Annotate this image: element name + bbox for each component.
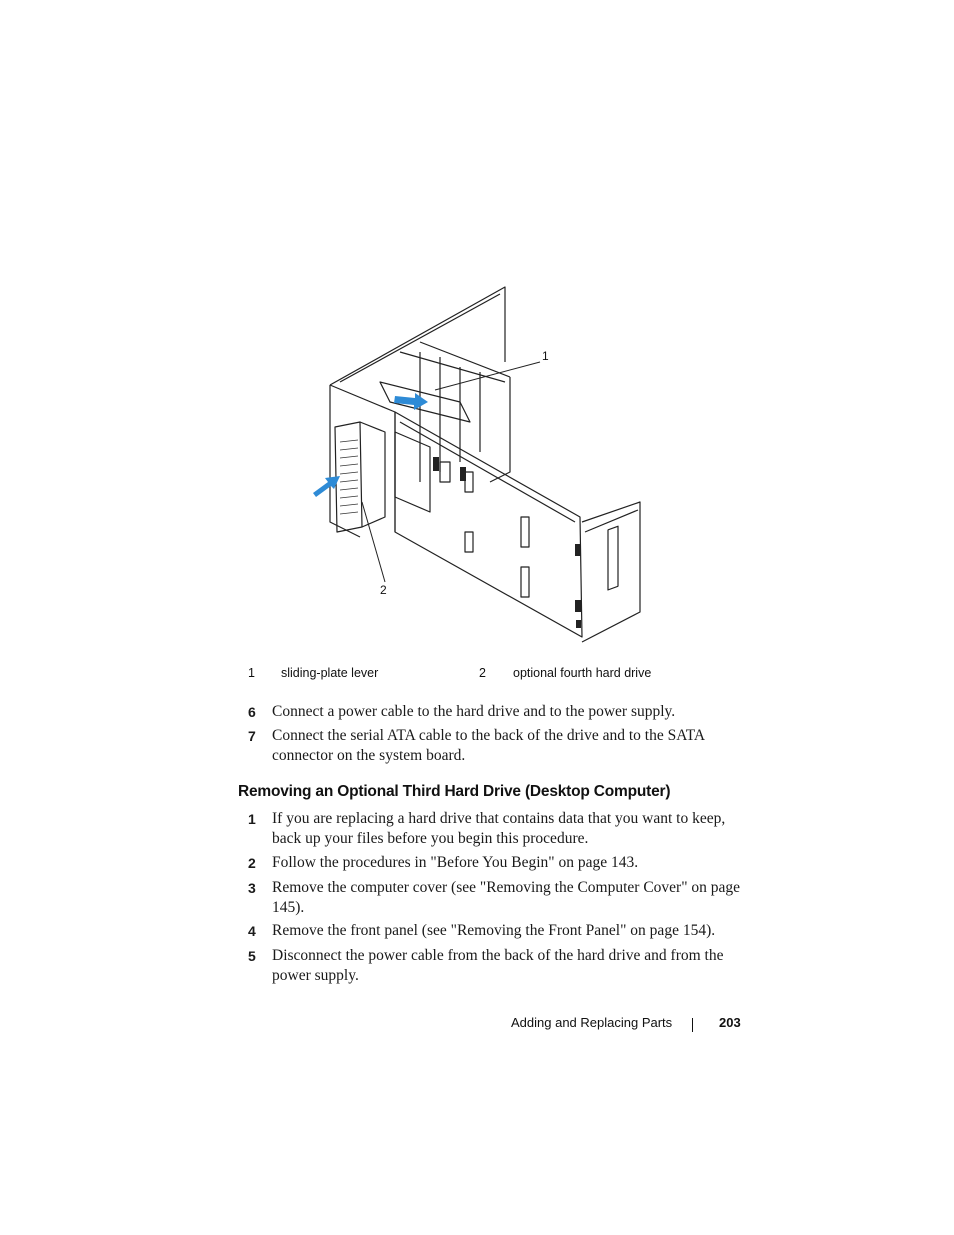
step-number: 1 <box>248 811 256 827</box>
section-heading: Removing an Optional Third Hard Drive (Desktop Computer) <box>238 783 671 800</box>
computer-chassis-drawing <box>300 282 645 647</box>
footer-section-title: Adding and Replacing Parts <box>511 1015 673 1030</box>
caption-text: optional fourth hard drive <box>513 666 652 680</box>
step-text: Connect the serial ATA cable to the back of the drive and to the SATA connector on the system board. <box>272 727 705 764</box>
caption-number: 1 <box>248 666 255 680</box>
callout-2-label: 2 <box>380 583 387 597</box>
step-number: 6 <box>248 704 256 720</box>
step-text: Disconnect the power cable from the back of the hard drive and from the power supply. <box>272 947 724 984</box>
caption-text: sliding-plate lever <box>281 666 379 680</box>
page-number: 203 <box>719 1015 741 1030</box>
caption-number: 2 <box>479 666 486 680</box>
step-number: 3 <box>248 880 256 896</box>
step-text: Follow the procedures in "Before You Begin" on page 143. <box>272 854 639 871</box>
callout-1-label: 1 <box>542 349 549 363</box>
step-number: 2 <box>248 855 256 871</box>
footer-divider <box>692 1018 693 1032</box>
step-number: 4 <box>248 923 256 939</box>
hard-drive-illustration <box>300 282 645 647</box>
step-text: Remove the front panel (see "Removing the Front Panel" on page 154). <box>272 922 716 939</box>
callout-2-leader <box>362 502 385 582</box>
step-number: 7 <box>248 728 256 744</box>
step-text: If you are replacing a hard drive that contains data that you want to keep, back up your files before you begin this procedure. <box>272 810 726 847</box>
step-text: Remove the computer cover (see "Removing the Computer Cover" on page 145). <box>272 879 741 916</box>
step-number: 5 <box>248 948 256 964</box>
step-text: Connect a power cable to the hard drive and to the power supply. <box>272 703 676 720</box>
